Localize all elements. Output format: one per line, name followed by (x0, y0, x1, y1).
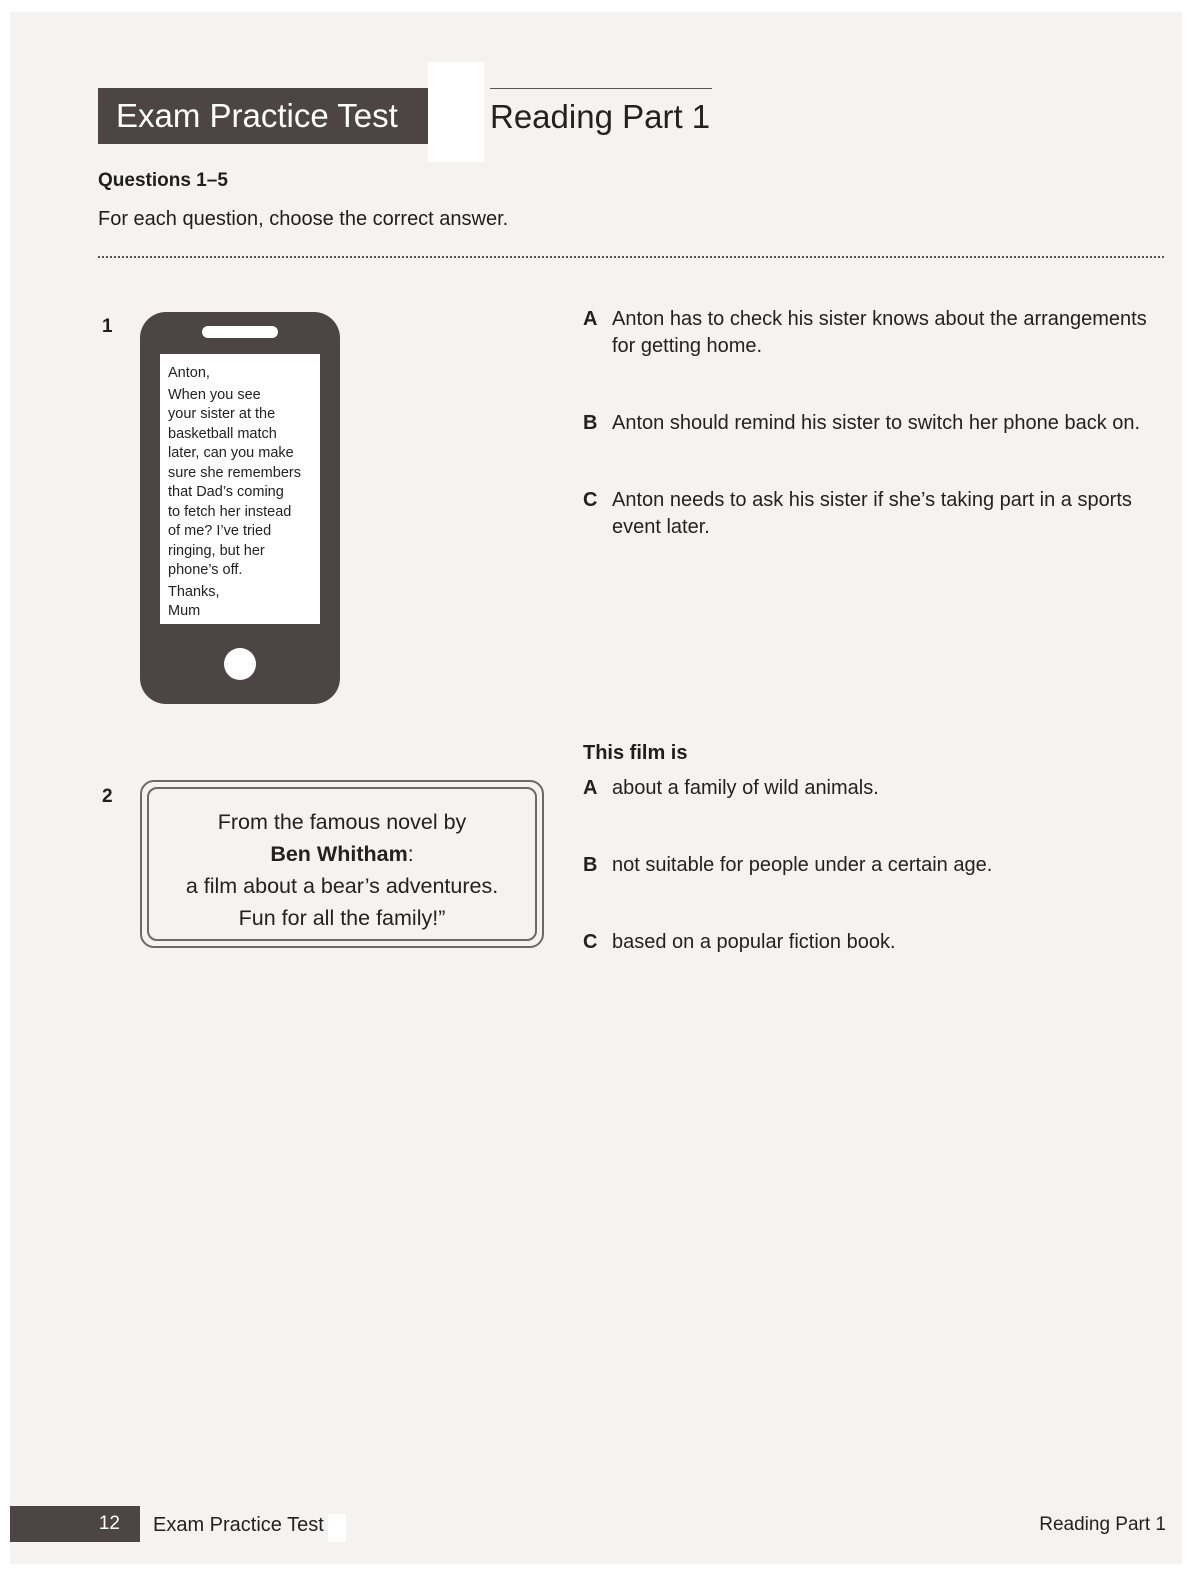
message-line: When you see (168, 386, 261, 403)
footer-redaction (328, 1514, 346, 1542)
q2-option-a[interactable] (583, 775, 1173, 802)
option-letter: B (583, 412, 598, 434)
phone-home-button (224, 648, 256, 680)
notice-line: a film about a bear’s adventures. (185, 874, 499, 898)
option-text: Anton should remind his sister to switch her phone back on. (612, 412, 1141, 434)
page-number: 12 (10, 1506, 140, 1542)
message-line: that Dad’s coming (168, 484, 284, 500)
footer-test-title: Exam Practice Test (153, 1514, 324, 1536)
option-text: about a family of wild animals. (612, 777, 879, 799)
message-line: basketball match (168, 425, 277, 442)
message-line: later, can you make (168, 445, 294, 461)
q2-option-c[interactable] (583, 929, 1173, 956)
q2-stem: This film is (583, 742, 688, 764)
q1-option-a[interactable] (583, 306, 1173, 360)
q1-option-c[interactable] (583, 487, 1173, 541)
footer-section-title: Reading Part 1 (1039, 1514, 1166, 1535)
notice-author-line (142, 838, 542, 870)
questions-heading: Questions 1–5 (98, 170, 228, 191)
option-letter: A (583, 308, 598, 330)
message-line: of me? I’ve tried (168, 523, 272, 539)
message-sender: Mum (168, 603, 201, 619)
message-line: sure she remembers (168, 464, 301, 481)
text-message (168, 364, 316, 622)
option-letter: C (583, 489, 598, 511)
notice-colon: : (407, 842, 414, 866)
option-letter: C (583, 931, 598, 953)
notice-text (142, 806, 542, 934)
message-line: to fetch her instead (168, 503, 292, 520)
notice-author: Ben Whitham (270, 842, 408, 866)
message-line: ringing, but her (168, 542, 265, 559)
option-text: Anton needs to ask his sister if she’s taking part in a sports event later. (612, 489, 1132, 538)
question-number-1: 1 (102, 316, 113, 337)
notice-line: Fun for all the family!” (238, 906, 446, 930)
redaction-block (428, 62, 484, 162)
message-greeting: Anton, (168, 365, 210, 381)
message-line: phone’s off. (168, 562, 243, 578)
test-title: Exam Practice Test (98, 88, 428, 144)
section-title: Reading Part 1 (490, 88, 712, 145)
q2-option-b[interactable] (583, 852, 1173, 879)
message-signoff: Thanks, (168, 583, 220, 600)
phone-icon (140, 312, 340, 704)
message-line: your sister at the (168, 406, 276, 422)
question-number-2: 2 (102, 786, 113, 807)
notice-line: From the famous novel by (217, 810, 467, 834)
option-letter: A (583, 777, 598, 799)
q1-option-b[interactable] (583, 410, 1173, 437)
phone-speaker (202, 326, 278, 338)
film-notice (140, 780, 544, 948)
option-letter: B (583, 854, 598, 876)
option-text: not suitable for people under a certain age. (612, 854, 993, 876)
option-text: based on a popular fiction book. (612, 931, 896, 953)
divider (98, 256, 1164, 258)
instructions: For each question, choose the correct answer. (98, 208, 509, 230)
option-text: Anton has to check his sister knows about the arrangements for getting home. (612, 308, 1147, 357)
